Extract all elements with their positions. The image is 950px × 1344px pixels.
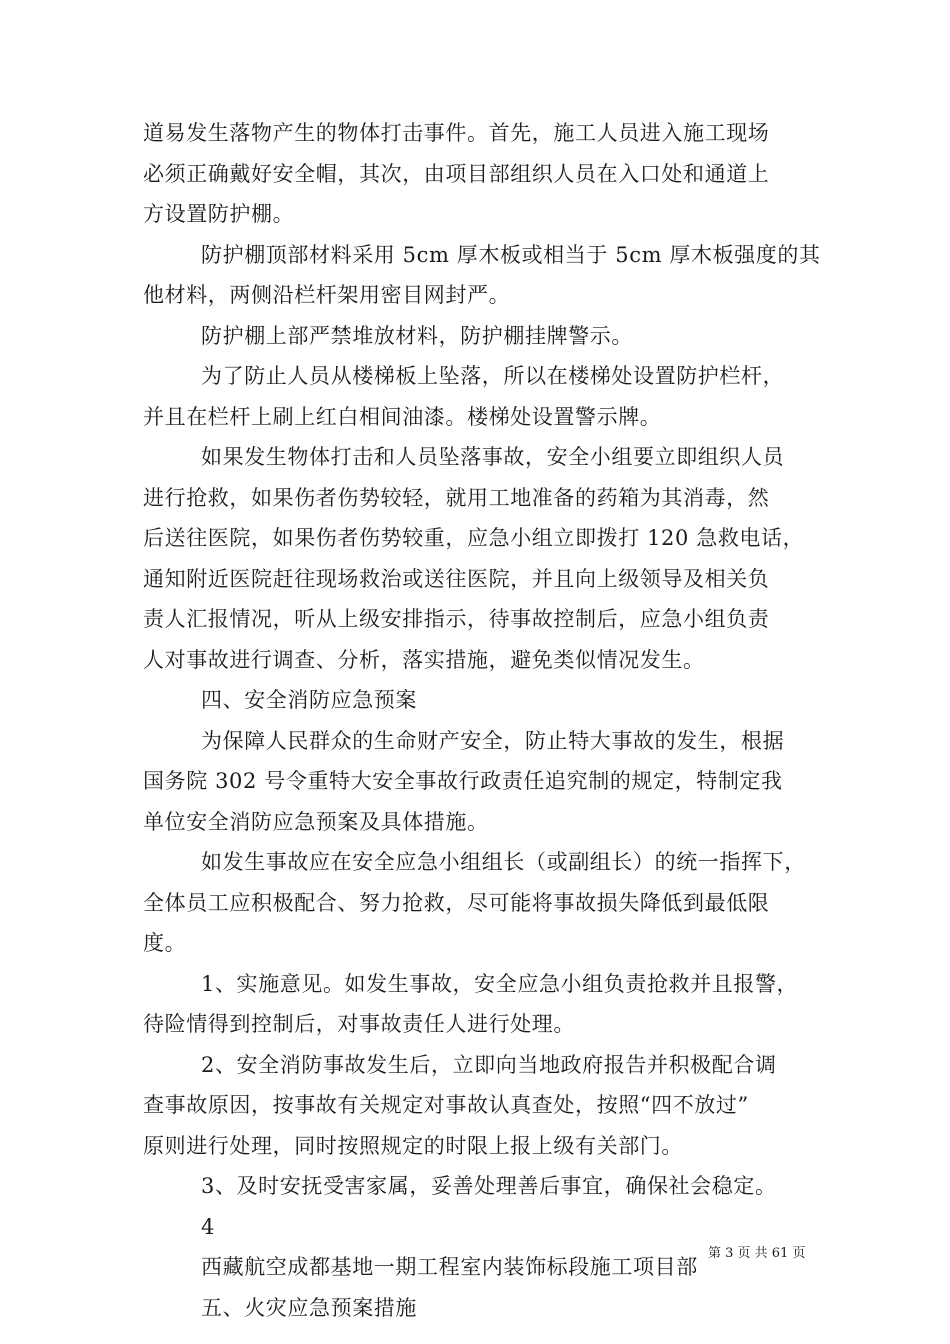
- text-line: 为了防止人员从楼梯板上坠落，所以在楼梯处设置防护栏杆，: [201, 364, 785, 388]
- section-heading: 五、火灾应急预案措施: [201, 1295, 417, 1320]
- text-line: 1、实施意见。如发生事故，安全应急小组负责抢救并且报警，: [201, 971, 799, 996]
- document-body: [143, 113, 821, 1328]
- text-line: 西藏航空成都基地一期工程室内装饰标段施工项目部: [201, 1255, 698, 1279]
- text-line: 3、及时安抚受害家属，妥善处理善后事宜，确保社会稳定。: [201, 1174, 777, 1198]
- text-line: 人对事故进行调查、分析，落实措施，避免类似情况发生。: [143, 647, 705, 672]
- page-number: 第 3 页 共 61 页: [708, 1246, 806, 1261]
- text-line: 原则进行处理，同时按照规定的时限上报上级有关部门。: [143, 1133, 683, 1158]
- text-line: 责人汇报情况，听从上级安排指示，待事故控制后，应急小组负责: [143, 607, 770, 631]
- text-line: 全体员工应积极配合、努力抢救，尽可能将事故损失降低到最低限: [143, 890, 770, 915]
- text-line: 后送往医院，如果伤者伤势较重，应急小组立即拨打 120 急救电话，: [143, 526, 805, 550]
- text-line: 方设置防护棚。: [143, 202, 295, 226]
- text-line: 4: [201, 1214, 215, 1239]
- text-line: 防护棚顶部材料采用 5cm 厚木板或相当于 5cm 厚木板强度的其: [201, 242, 821, 267]
- text-line: 并且在栏杆上刷上红白相间油漆。楼梯处设置警示牌。: [143, 404, 662, 429]
- text-line: 如果发生物体打击和人员坠落事故，安全小组要立即组织人员: [201, 445, 785, 469]
- text-line: 为保障人民群众的生命财产安全，防止特大事故的发生，根据: [201, 728, 785, 753]
- text-line: 他材料，两侧沿栏杆架用密目网封严。: [143, 283, 511, 307]
- text-line: 防护棚上部严禁堆放材料，防护棚挂牌警示。: [201, 323, 633, 348]
- text-line: 道易发生落物产生的物体打击事件。首先，施工人员进入施工现场: [143, 121, 770, 145]
- text-line: 2、安全消防事故发生后，立即向当地政府报告并积极配合调: [201, 1052, 777, 1077]
- text-line: 必须正确戴好安全帽，其次，由项目部组织人员在入口处和通道上: [143, 161, 770, 186]
- text-line: 待险情得到控制后，对事故责任人进行处理。: [143, 1012, 575, 1036]
- text-line: 如发生事故应在安全应急小组组长（或副组长）的统一指挥下，: [201, 850, 806, 874]
- text-line: 度。: [143, 931, 187, 955]
- section-heading: 四、安全消防应急预案: [201, 688, 417, 712]
- text-line: 进行抢救，如果伤者伤势较轻，就用工地准备的药箱为其消毒，然: [143, 485, 770, 510]
- text-line: 国务院 302 号令重特大安全事故行政责任追究制的规定，特制定我: [143, 769, 783, 793]
- text-line: 通知附近医院赶往现场救治或送往医院，并且向上级领导及相关负: [143, 566, 770, 591]
- text-line: 查事故原因，按事故有关规定对事故认真查处，按照“四不放过”: [143, 1093, 749, 1117]
- text-line: 单位安全消防应急预案及具体措施。: [143, 809, 489, 834]
